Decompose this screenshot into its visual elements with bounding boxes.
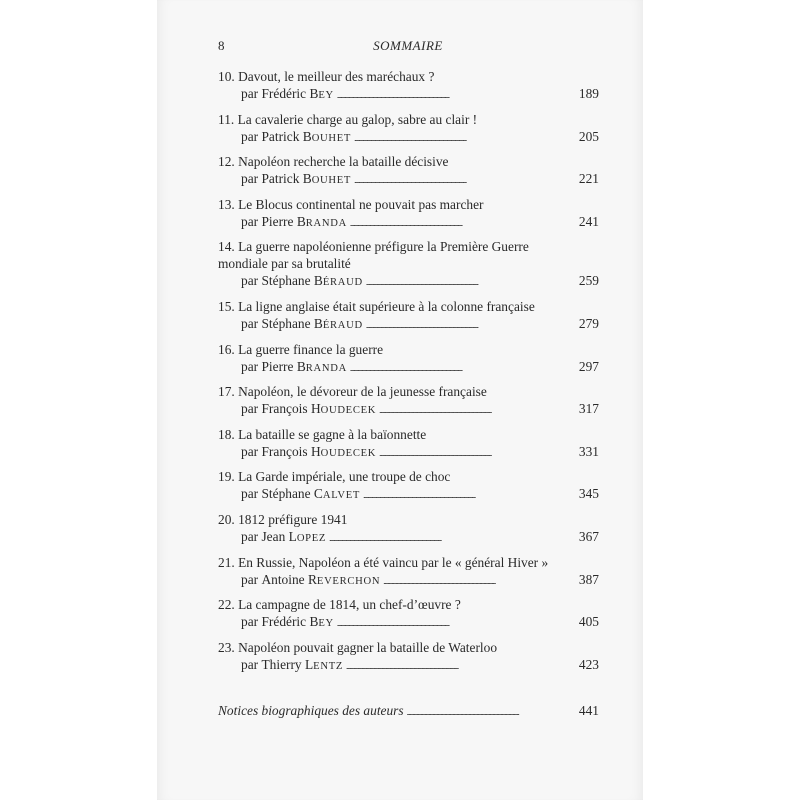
table-of-contents [218, 68, 599, 681]
toc-page-number: 441 [578, 703, 599, 718]
toc-page-number: 367 [578, 528, 599, 544]
dot-leader [350, 213, 577, 229]
toc-entry-author-line [218, 315, 599, 334]
dot-leader [363, 485, 577, 501]
toc-entry-author-line [218, 213, 599, 232]
par-label: par [241, 401, 259, 417]
toc-entry-title: 12. Napoléon recherche la bataille décisive [218, 154, 449, 170]
toc-entry [218, 383, 599, 426]
dot-leader [346, 656, 577, 672]
author-last-name: BÉRAUD [313, 315, 363, 331]
toc-entry-author-line [218, 128, 599, 147]
author-last-name: BEY [309, 614, 334, 630]
dot-leader [354, 170, 577, 186]
author-last-name: BRANDA [296, 213, 347, 229]
author-first-name: Patrick [261, 128, 300, 144]
toc-entry-author-line [218, 400, 599, 419]
author-last-name: BRANDA [296, 358, 347, 374]
toc-entry [218, 68, 599, 111]
toc-entry-author-line [218, 613, 599, 632]
dot-leader [337, 613, 577, 629]
par-label: par [241, 273, 259, 289]
dot-leader [350, 358, 577, 374]
dot-leader [354, 128, 577, 144]
toc-page-number: 387 [578, 571, 599, 587]
toc-entry-author-line [218, 656, 599, 675]
toc-entry-title: 17. Napoléon, le dévoreur de la jeunesse française [218, 384, 487, 400]
toc-entry-author-line [218, 170, 599, 189]
page-title: SOMMAIRE [373, 38, 443, 53]
dot-leader [407, 703, 577, 719]
toc-entry [218, 341, 599, 384]
par-label: par [241, 315, 259, 331]
author-first-name: François [261, 443, 308, 459]
dot-leader [379, 443, 577, 459]
author-first-name: Jean [261, 528, 286, 544]
toc-entry [218, 111, 599, 154]
toc-entry-title-line2: mondiale par sa brutalité [218, 256, 351, 272]
dot-leader [379, 400, 577, 416]
toc-page-number: 279 [578, 315, 599, 331]
par-label: par [241, 213, 259, 229]
toc-page-number: 423 [578, 656, 599, 672]
toc-entry [218, 511, 599, 554]
toc-page-number: 297 [578, 358, 599, 374]
author-last-name: CALVET [313, 486, 361, 502]
toc-entry-author-line [218, 443, 599, 462]
toc-entry-author-line [218, 85, 599, 104]
toc-page-number: 241 [578, 213, 599, 229]
dot-leader [337, 85, 577, 101]
toc-entry-author-line [218, 272, 599, 291]
author-first-name: Stéphane [261, 486, 311, 502]
author-first-name: Thierry [261, 656, 302, 672]
author-last-name: LOPEZ [288, 528, 327, 544]
toc-page-number: 405 [578, 614, 599, 630]
author-first-name: Pierre [261, 358, 294, 374]
par-label: par [241, 614, 259, 630]
author-last-name: BOUHET [302, 128, 352, 144]
toc-entry [218, 468, 599, 511]
toc-page-number: 259 [578, 273, 599, 289]
toc-entry-author-line [218, 485, 599, 504]
toc-entry-title: 22. La campagne de 1814, un chef-d’œuvre ? [218, 597, 461, 613]
toc-entry-title: 14. La guerre napoléonienne préfigure la Première Guerre [218, 239, 529, 255]
author-first-name: Patrick [261, 171, 300, 187]
toc-page-number: 205 [578, 128, 599, 144]
toc-page-number: 221 [578, 171, 599, 187]
toc-entry-title: 13. Le Blocus continental ne pouvait pas marcher [218, 196, 484, 212]
author-last-name: BOUHET [302, 171, 352, 187]
toc-entry [218, 196, 599, 239]
par-label: par [241, 571, 259, 587]
toc-entry-title: 19. La Garde impériale, une troupe de choc [218, 469, 451, 485]
toc-entry [218, 298, 599, 341]
dot-leader [366, 315, 577, 331]
author-first-name: Stéphane [261, 315, 311, 331]
toc-entry [218, 639, 599, 682]
author-last-name: HOUDECEK [310, 443, 377, 459]
author-first-name: Pierre [261, 213, 294, 229]
par-label: par [241, 86, 259, 101]
toc-entry [218, 238, 599, 298]
toc-entry-title: 20. 1812 préfigure 1941 [218, 511, 348, 527]
toc-entry-title: 18. La bataille se gagne à la baïonnette [218, 426, 427, 442]
toc-entry-notices [218, 703, 599, 719]
author-first-name: Stéphane [261, 273, 311, 289]
toc-entry-title: 23. Napoléon pouvait gagner la bataille de Waterloo [218, 639, 498, 655]
par-label: par [241, 358, 259, 374]
par-label: par [241, 128, 259, 144]
toc-page-number: 317 [578, 401, 599, 417]
toc-entry-title: Notices biographiques des auteurs [218, 703, 404, 718]
author-first-name: Frédéric [261, 614, 307, 630]
toc-entry-author-line [218, 358, 599, 377]
page-header [218, 38, 598, 56]
toc-entry-title: 16. La guerre finance la guerre [218, 341, 384, 357]
author-first-name: Antoine [261, 571, 305, 587]
dot-leader [383, 571, 577, 587]
toc-entry-title: 10. Davout, le meilleur des maréchaux ? [218, 69, 435, 84]
author-last-name: BÉRAUD [313, 273, 363, 289]
toc-entry-title: 11. La cavalerie charge au galop, sabre au clair ! [218, 111, 478, 127]
author-first-name: Frédéric [261, 86, 307, 101]
toc-page-number: 331 [578, 443, 599, 459]
par-label: par [241, 486, 259, 502]
author-last-name: HOUDECEK [310, 401, 377, 417]
par-label: par [241, 171, 259, 187]
par-label: par [241, 656, 259, 672]
toc-entry [218, 426, 599, 469]
toc-page-number: 189 [578, 86, 599, 101]
author-first-name: François [261, 401, 308, 417]
toc-entry-author-line [218, 528, 599, 547]
toc-entry-title: 15. La ligne anglaise était supérieure à la colonne française [218, 298, 535, 314]
par-label: par [241, 528, 259, 544]
author-last-name: LENTZ [304, 656, 344, 672]
author-last-name: BEY [309, 86, 334, 101]
dot-leader [329, 528, 577, 544]
toc-entry-author-line [218, 571, 599, 590]
toc-page-number: 345 [578, 486, 599, 502]
dot-leader [366, 272, 577, 288]
toc-entry [218, 554, 599, 597]
page-number: 8 [218, 38, 225, 53]
par-label: par [241, 443, 259, 459]
toc-entry [218, 596, 599, 639]
author-last-name: REVERCHON [307, 571, 381, 587]
toc-entry [218, 153, 599, 196]
toc-entry-title: 21. En Russie, Napoléon a été vaincu par le « général Hiver » [218, 554, 549, 570]
